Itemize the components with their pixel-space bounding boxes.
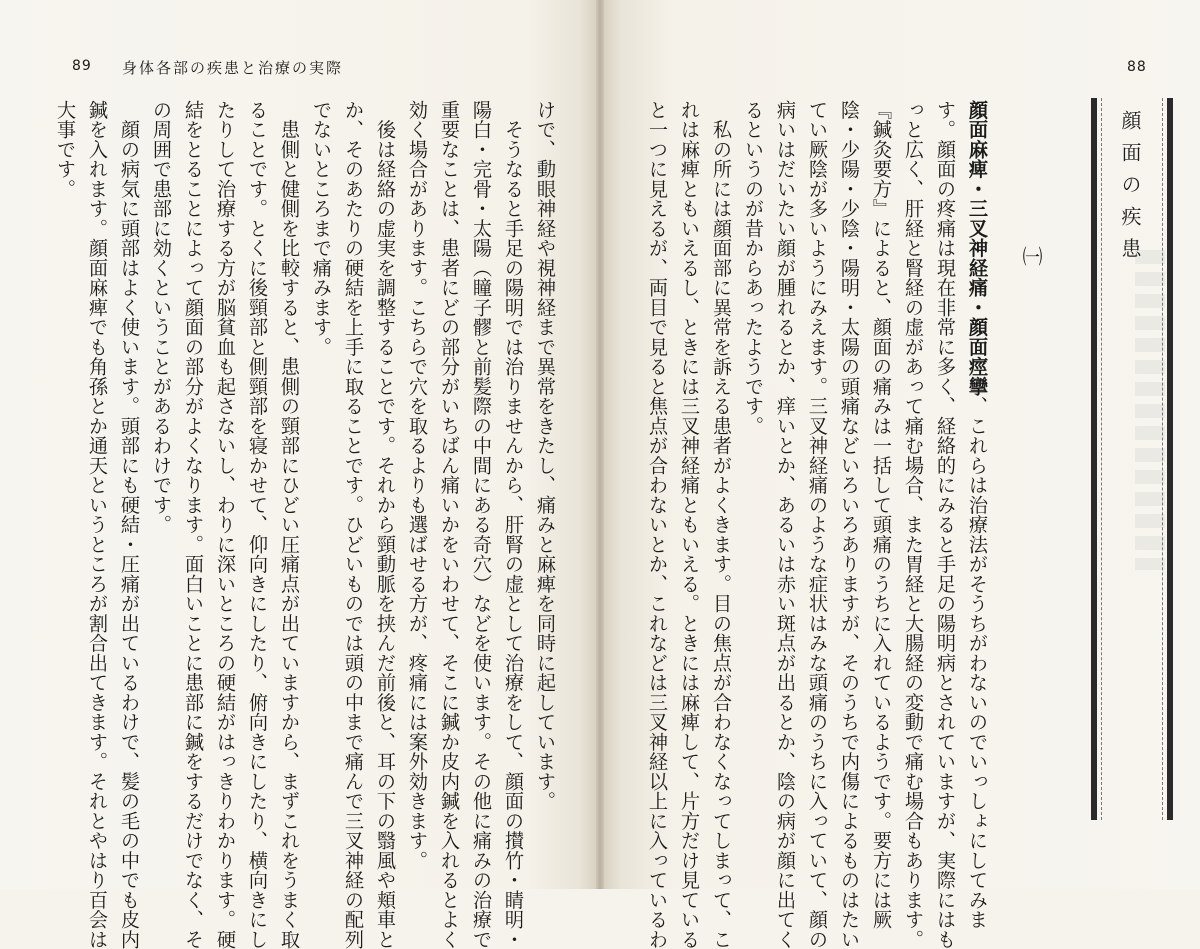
text-line: てい厥陰が多いようにみえます。三叉神経痛のような症状はみな頭痛のうちに入っていて、顔の bbox=[806, 100, 829, 949]
text-line: の周囲で患部に効くということがあるわけです。 bbox=[150, 100, 173, 535]
text-line: でないところまで痛みます。 bbox=[310, 100, 333, 357]
text-line: 患側と健側を比較すると、患側の頸部にひどい圧痛点が出ていますから、まずこれをうまく取 bbox=[278, 100, 301, 949]
text-line: 顔の病気に頭部はよく使います。頭部にも硬結・圧痛が出ているわけで、髪の毛の中でも皮内 bbox=[118, 100, 141, 949]
text-line: 病いはだいたい顔が腫れるとか、痒いとか、あるいは赤い斑点が出るとか、陰の病が顔に出てく bbox=[774, 100, 797, 949]
text-line: 陰・少陽・少陰・陽明・太陽の頭痛などいろいろありますが、そのうちで内傷によるものはたい bbox=[838, 100, 861, 949]
text-line: っと広く、肝経と腎経の虚があって痛む場合、また胃経と大腸経の変動で痛む場合もあります。 bbox=[902, 100, 925, 949]
right-page-number: 88 bbox=[1127, 59, 1147, 75]
text-line: 結をとることによって顔面の部分がよくなります。面白いことに患部に鍼をするだけでなく、そ bbox=[182, 100, 205, 949]
text-line: るというのが昔からあったようです。 bbox=[742, 100, 765, 436]
book-gutter bbox=[596, 0, 604, 889]
text-line: れは麻痺ともいえるし、ときには三叉神経痛ともいえる。ときには麻痺して、片方だけ見ている bbox=[678, 100, 701, 949]
text-line: 効く場合があります。こちらで穴を取るよりも選ばせる方が、疼痛には案外効きます。 bbox=[406, 100, 429, 871]
text-line: 私の所には顔面部に異常を訴える患者がよくきます。目の焦点が合わなくなってしまって、こ bbox=[710, 100, 733, 949]
text-line: 『鍼灸要方』によると、顔面の痛みは一括して頭痛のうちに入れているようです。要方には厥 bbox=[870, 100, 893, 930]
text-line: 鍼を入れます。顔面麻痺でも角孫とか通天というところが割合出てきます。それとやはり百会は bbox=[86, 100, 109, 949]
chapter-title: 顔面の疾患 bbox=[1118, 110, 1142, 270]
text-line: と一つに見えるが、両目で見ると焦点が合わないとか、これなどは三叉神経以上に入っているわ bbox=[646, 100, 669, 949]
section-heading: 顔面麻痺・三叉神経痛・顔面痙攣 bbox=[966, 100, 989, 397]
running-title: 身体各部の疾患と治療の実際 bbox=[122, 59, 344, 77]
text-line: す。顔面の疼痛は現在非常に多く、経絡的にみると手足の陽明病とされていますが、実際にはも bbox=[934, 100, 957, 949]
text-line: 後は経絡の虚実を調整することです。それから頸動脈を挟んだ前後と、耳の下の翳風や頬車と bbox=[374, 100, 397, 949]
text-line: ることです。とくに後頸部と側頸部を寝かせて、仰向きにしたり、俯向きにしたり、横向きにし bbox=[246, 100, 269, 949]
section-number: ㈠ bbox=[1019, 246, 1043, 266]
text-line: 大事です。 bbox=[54, 100, 77, 199]
text-line bbox=[962, 100, 992, 930]
text-line: そうなると手足の陽明では治りませんから、肝腎の虚として治療をして、顔面の攅竹・睛明・ bbox=[502, 100, 525, 949]
heading-continuation: 、これらは治療法がそうちがわないのでいっしょにしてみま bbox=[966, 396, 989, 930]
text-line: けで、動眼神経や視神経まで異常をきたし、痛みと麻痺を同時に起しています。 bbox=[534, 100, 557, 811]
left-page-number: 89 bbox=[72, 58, 92, 74]
text-line: 重要なことは、患者にどの部分がいちばん痛いかをいわせて、そこに鍼か皮内鍼を入れるとよく bbox=[438, 100, 461, 949]
text-line: か、そのあたりの硬結を上手に取ることです。ひどいものでは頭の中まで痛んで三叉神経の配列 bbox=[342, 100, 365, 949]
text-line: 陽白・完骨・太陽（瞳子髎と前髪際の中間にある奇穴）などを使います。その他に痛みの治療で bbox=[470, 100, 493, 949]
text-line: たりして治療する方が脳貧血も起さないし、わりに深いところの硬結がはっきりわかります。硬 bbox=[214, 100, 237, 949]
